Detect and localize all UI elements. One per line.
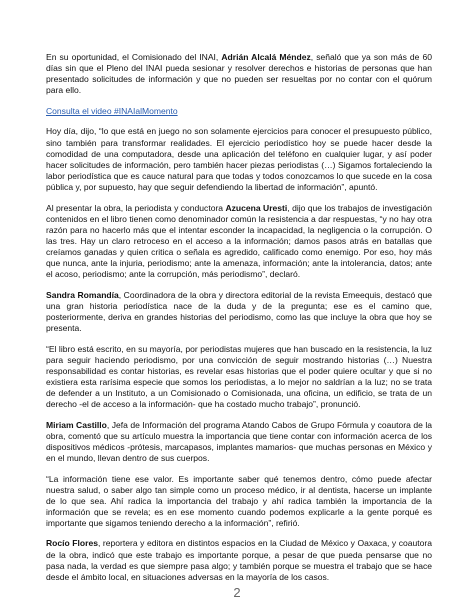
video-link-paragraph: [46, 106, 432, 117]
paragraph-text: , señaló que ya son más de 60 días sin que el Pleno del INAI pueda sesionar y resolver derechos e historias de personas que han presentado solicitudes de información y que no pueden ser resueltas por no contar con el quórum para ello.: [46, 52, 432, 96]
paragraph-text: Al presentar la obra, la periodista y conductora: [46, 202, 226, 213]
paragraph-quote-alcala: [46, 126, 432, 193]
page-number: 2: [233, 585, 241, 600]
speaker-name: Adrián Alcalá Méndez: [221, 52, 311, 62]
paragraph-quote-castillo: [46, 474, 432, 529]
speaker-name: Miriam Castillo: [46, 419, 107, 430]
paragraph-text: , reportera y editora en distintos espacios en la Ciudad de México y Oaxaca, y coautora de la obra, indicó que este trabajo es importante porque, a pesar de que pueda pensarse que no pasa nada, la verdad es que siempre pasa algo; y también porque se muestra el trabajo que se hace desde el ámbito local, en situaciones adversas en la mayoría de los casos.: [46, 538, 433, 582]
paragraph-romandia: [46, 290, 432, 334]
paragraph-alcala: [46, 52, 432, 96]
paragraph-text: En su oportunidad, el Comisionado del INAI,: [46, 52, 222, 62]
speaker-name: Sandra Romandía: [46, 289, 119, 300]
paragraph-text: , dijo que los trabajos de investigación contenidos en el libro tienen como denominador común la resistencia a dar respuestas, “y no hay otra razón para no hacerlo más que el intentar esconder la incapacidad, la negligencia o la corrupción. O las tres. Hay un claro retroceso en el acceso a la información; damos pasos atrás en batallas que creíamos ganadas y quien critica o señala es agredido, calificado como enemigo. Por eso, hoy más que nunca, ante la injuria, periodismo; ante la amenaza, información; ante la intolerancia, datos; ante el acoso, periodismo; ante la corrupción, más periodismo”, declaró.: [46, 202, 432, 280]
paragraph-text: , Coordinadora de la obra y directora editorial de la revista Emeequis, destacó que una gran historia periodística nace de la duda y de la pregunta; ese es el camino que, posteriormente, deriva en grandes historias del periodismo, como las que incluye la obra que hoy se presenta.: [46, 289, 432, 333]
paragraph-text: “La información tiene ese valor. Es importante saber qué tenemos dentro, cómo puede afectar nuestra salud, o saber algo tan simple como un proceso médico, ir al dentista, hacerse un implante de lo que sea. Ahí radica la importancia del trabajo y ahí radica también la importancia de la información que se revela; es en ese momento cuando podemos explicarle a la gente porqué es importante que sigamos teniendo derecho a la información”, refirió.: [46, 473, 432, 528]
paragraph-text: , Jefa de Información del programa Atando Cabos de Grupo Fórmula y coautora de la obra, comentó que su artículo muestra la importancia que tiene contar con información acerca de los dispositivos médicos -prótesis, marcapasos, implantes mamarios- que muchas personas en México y en el mundo, llevan dentro de sus cuerpos.: [46, 419, 432, 463]
paragraph-flores: [46, 538, 432, 582]
speaker-name: Rocío Flores: [46, 538, 98, 549]
video-link[interactable]: Consulta el video #INAIalMomento: [46, 105, 178, 116]
speaker-name: Azucena Uresti: [225, 202, 288, 213]
document-body: [46, 52, 432, 592]
paragraph-castillo: [46, 420, 432, 464]
paragraph-text: “El libro está escrito, en su mayoría, por periodistas mujeres que han buscado en la resistencia, la luz para seguir haciendo periodismo, por una convicción de seguir mostrando historias (…) Nuestra responsabilidad es contar historias, es revelar esas historias que el poder quiere ocultar y que si no existiera esta rarísima especie que somos los periodistas, a lo mejor no saldrían a la luz; no se trata de defender a un Instituto, a un Comisionado o Comisionada, una oficina, un edificio, se trata de un derecho -el de acceso a la información- que ha costado mucho trabajo”, pronunció.: [46, 343, 432, 410]
paragraph-uresti: [46, 203, 432, 281]
paragraph-quote-romandia: [46, 344, 432, 411]
paragraph-text: Hoy día, dijo, “lo que está en juego no son solamente ejercicios para conocer el presupuesto público, sino también para transformar realidades. El ejercicio periodístico hoy se puede hacer desde la comodidad de una computadora, desde una aplicación del teléfono en cualquier lugar, y así poder hacer solicitudes de información, pero también hacer piezas periodistas (…) Sigamos fortaleciendo la labor periodística que es cauce natural para que todas y todos conozcamos lo que sucede en la cosa pública y, por supuesto, hay que seguir defendiendo la libertad de información”, apuntó.: [46, 126, 432, 192]
